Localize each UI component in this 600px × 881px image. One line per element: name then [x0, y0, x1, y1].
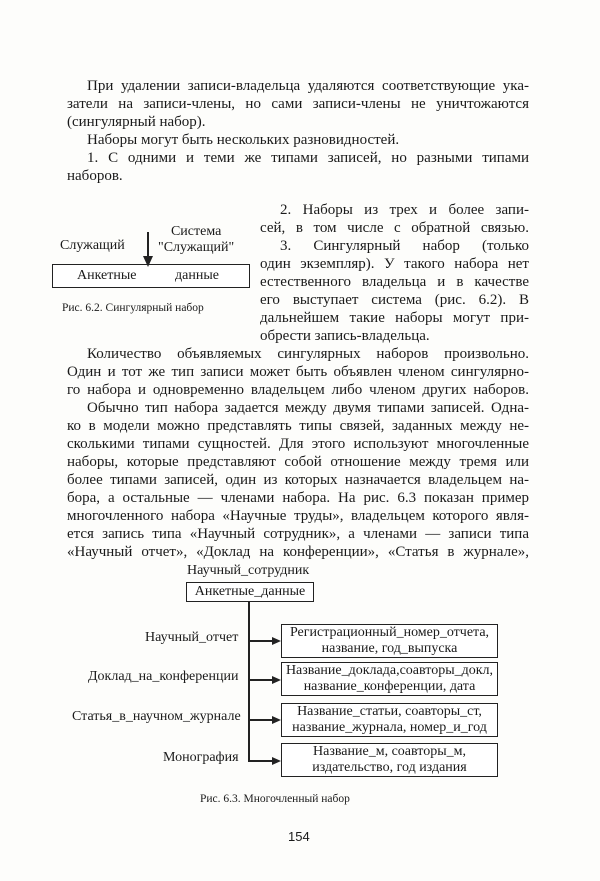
text-line: го набора и одновременно владельцем либо членом других наборов. — [67, 382, 529, 398]
text-line: его выступает система (рис. 6.2). В — [260, 292, 529, 308]
text-line: наборов. — [67, 168, 123, 184]
text-line: затели на записи-члены, но сами записи-члены не уничтожаются — [67, 96, 529, 112]
fig-label-employee: Служащий — [60, 238, 125, 253]
text-line: 2. Наборы из трех и более запи- — [280, 202, 529, 218]
text-line: наборы, которые представляют собой отношение между тремя или — [67, 454, 529, 470]
arrow-right-icon — [272, 676, 281, 684]
arrow-right-icon — [272, 757, 281, 765]
arrow-right-icon — [272, 637, 281, 645]
text-line: ется запись типа «Научный сотрудник», а членами — записи типа — [67, 526, 529, 542]
page-number: 154 — [288, 829, 310, 844]
system-label-line2: "Служащий" — [158, 240, 235, 255]
text-line: Наборы могут быть нескольких разновидностей. — [87, 132, 400, 148]
text-line: Один и тот же тип записи может быть объявлен членом сингулярно- — [67, 364, 529, 380]
text-line: При удалении записи-владельца удаляются соответствующие ука- — [87, 78, 529, 94]
text-line: Обычно тип набора задается между двумя типами записей. Одна- — [87, 400, 529, 416]
member-box — [281, 703, 498, 737]
member-box-line: Название_доклада,соавторы_докл, — [285, 663, 494, 678]
arrow-down-icon — [143, 256, 153, 267]
member-box — [281, 743, 498, 777]
member-box-line: название, год_выпуска — [321, 641, 458, 656]
fig-label-system — [158, 224, 234, 256]
text-line: один экземпляр). У такого набора нет — [260, 256, 529, 272]
member-box-line: издательство, год издания — [312, 760, 467, 775]
text-line: обрести запись-владельца. — [260, 328, 430, 344]
text-line: Количество объявляемых сингулярных наборов произвольно. — [87, 346, 529, 362]
system-label-line1: Система — [170, 224, 222, 239]
text-line: 3. Сингулярный набор (только — [280, 238, 529, 254]
text-line: дальнейшем такие наборы могут при- — [260, 310, 529, 326]
member-label: Монография — [163, 750, 239, 765]
member-box-line: Название_статьи, соавторы_ст, — [297, 704, 482, 719]
member-label: Научный_отчет — [145, 630, 239, 645]
member-box-line: название_журнала, номер_и_год — [292, 720, 487, 735]
member-box-line: название_конференции, дата — [303, 679, 476, 694]
text-line: ко в модели можно представлять типы связей, заданных между не- — [67, 418, 529, 434]
fig62-record-box — [52, 264, 250, 288]
owner-label: Научный_сотрудник — [187, 563, 310, 578]
text-line: более типами записей, один из которых назначается владельцем на- — [67, 472, 529, 488]
box-right-text: данные — [175, 268, 219, 283]
member-box — [281, 662, 498, 696]
owner-box — [186, 582, 314, 602]
text-line: сей, в том числе с обратной связью. — [260, 220, 529, 236]
figure-caption: Рис. 6.3. Многочленный набор — [200, 793, 350, 805]
member-label: Доклад_на_конференции — [88, 669, 239, 684]
member-box-line: Регистрационный_номер_отчета, — [289, 625, 490, 640]
text-line: сколькими типами сущностей. Для этого используют многочленные — [67, 436, 529, 452]
text-line: «Научный отчет», «Доклад на конференции», «Статья в журнале», — [67, 544, 529, 560]
member-label: Статья_в_научном_журнале — [72, 709, 241, 724]
member-box-line: Название_м, соавторы_м, — [313, 744, 466, 759]
text-line: (сингулярный набор). — [67, 114, 206, 130]
owner-box-text: Анкетные_данные — [194, 584, 306, 599]
text-line: бора, а остальные — членами набора. На рис. 6.3 показан пример — [67, 490, 529, 506]
text-line: многочленного набора «Научные труды», владельцем которого явля- — [67, 508, 529, 524]
text-line: 1. С одними и теми же типами записей, но разными типами — [87, 150, 529, 166]
figure-caption: Рис. 6.2. Сингулярный набор — [62, 302, 204, 314]
arrow-right-icon — [272, 716, 281, 724]
box-left-text: Анкетные — [77, 268, 137, 283]
member-box — [281, 624, 498, 658]
text-line: естественного владельца и в качестве — [260, 274, 529, 290]
